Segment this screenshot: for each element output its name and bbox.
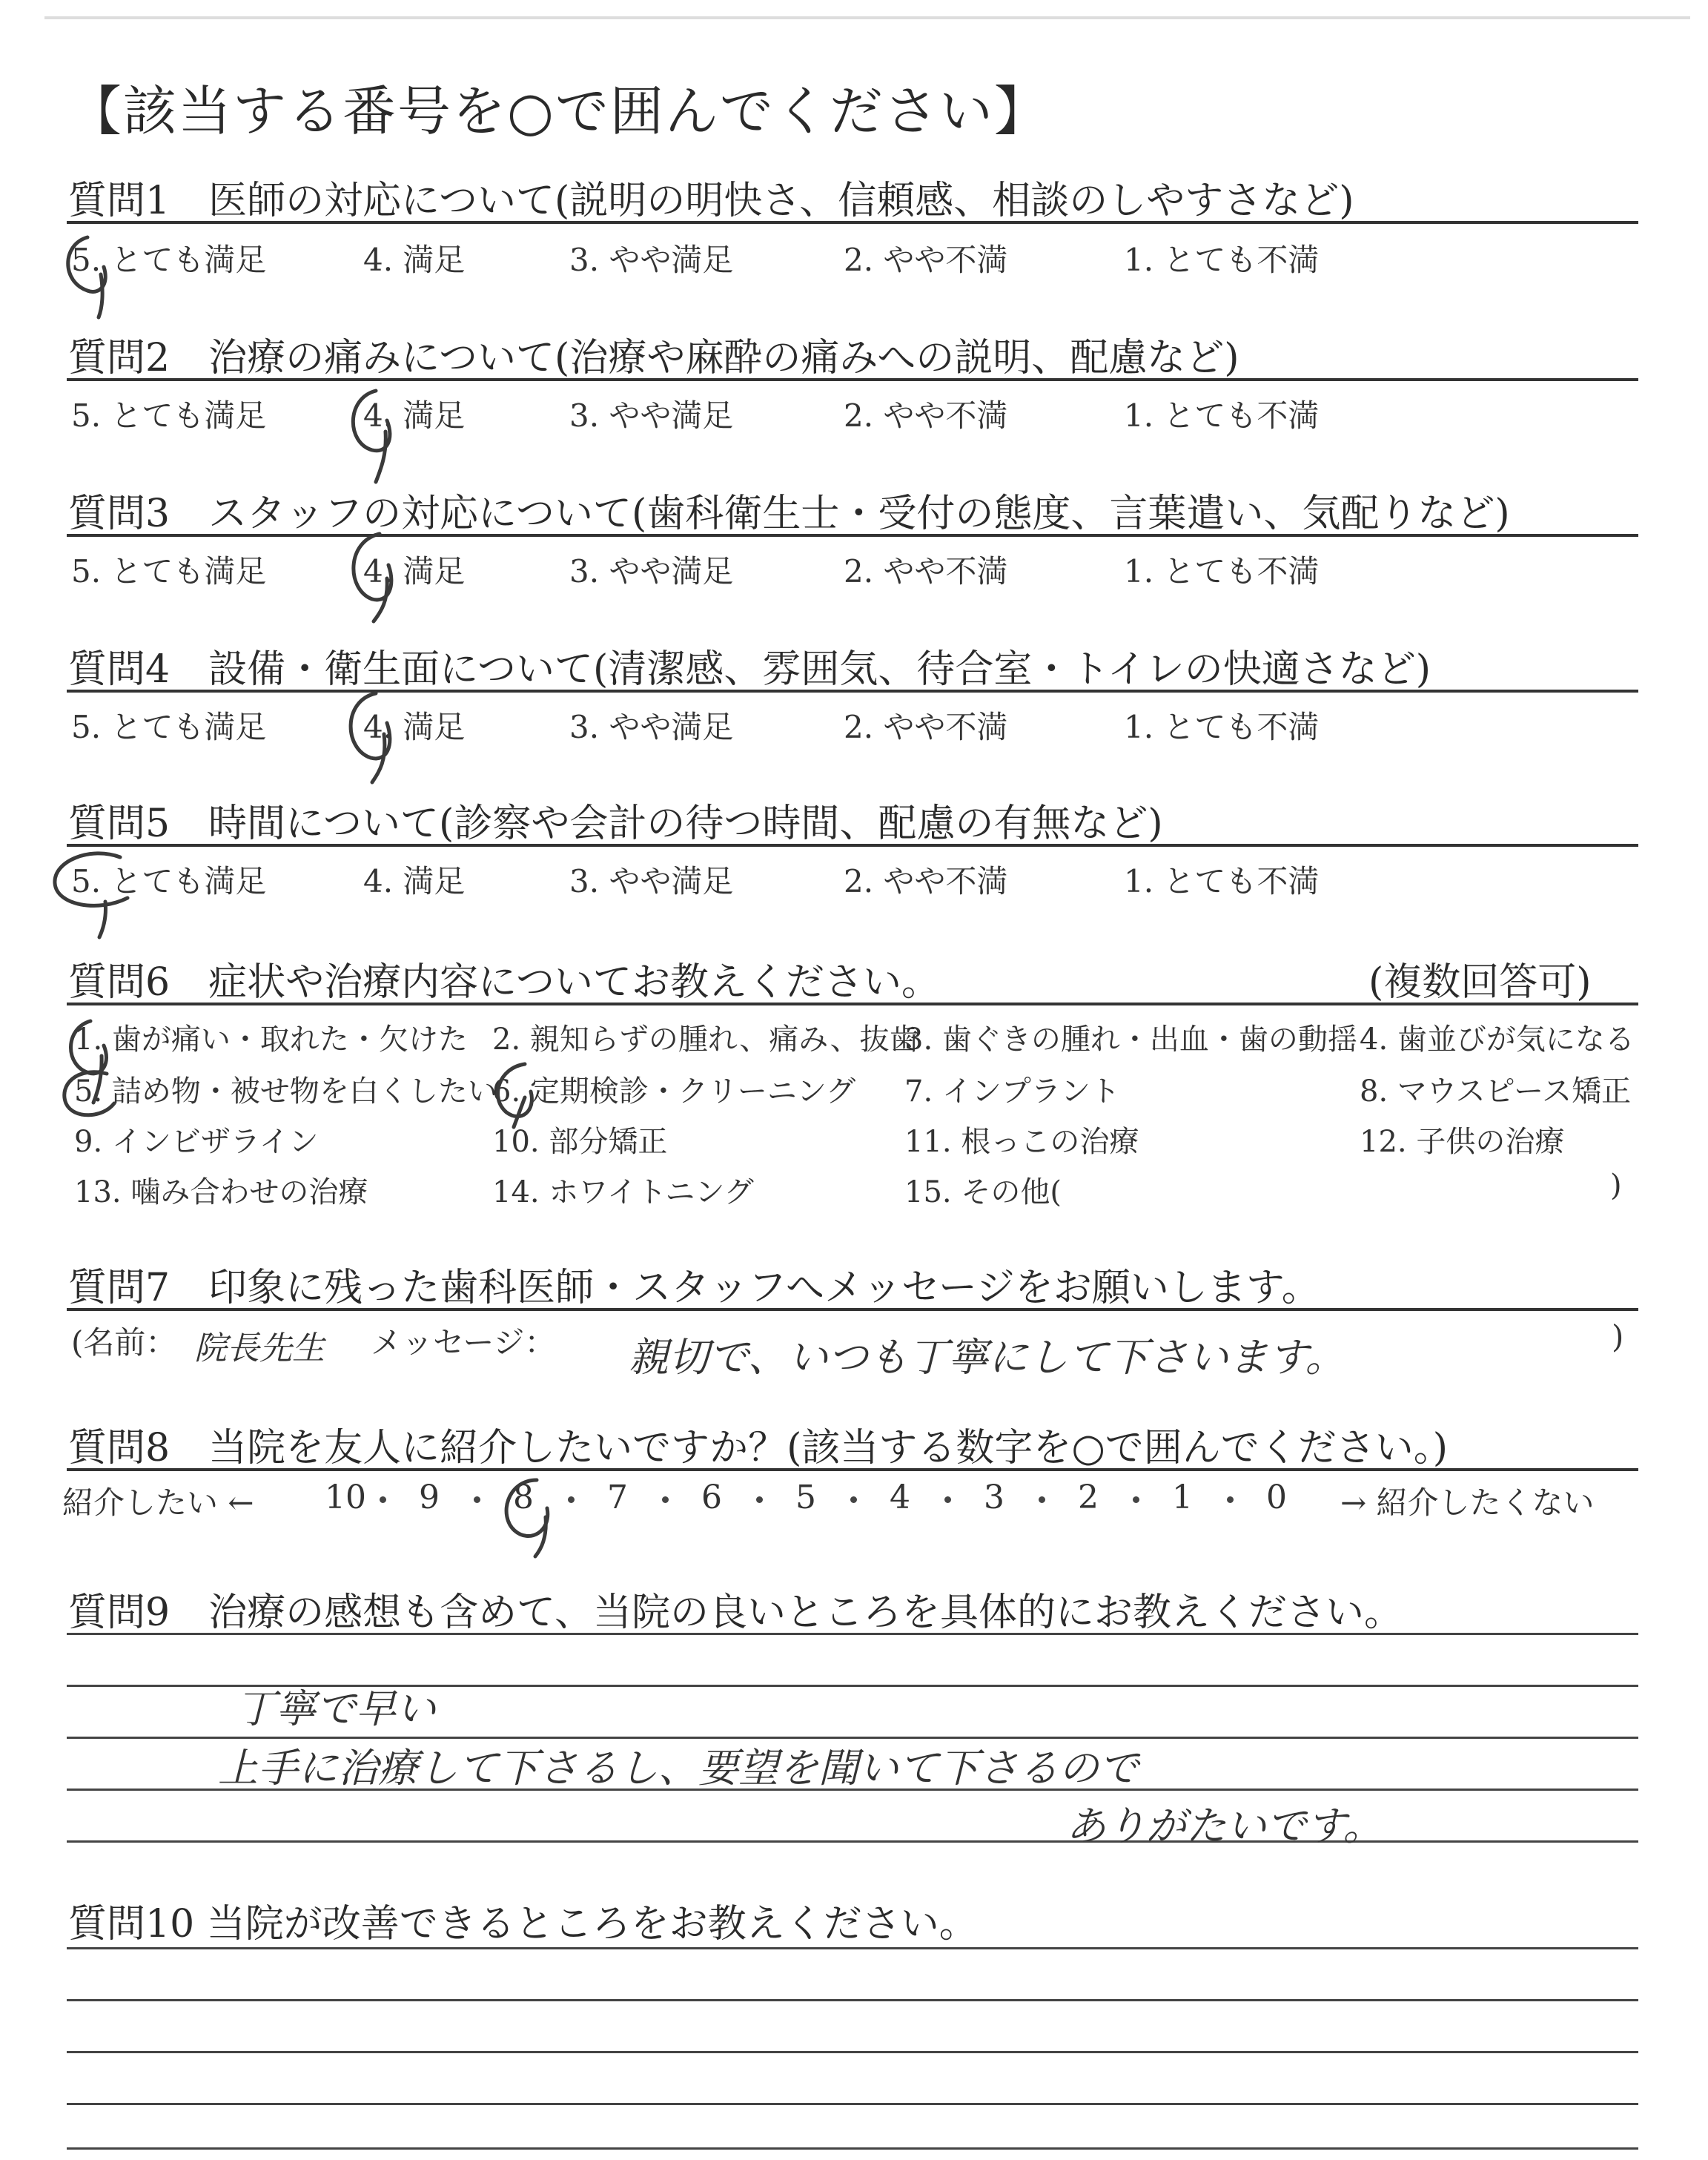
q6-option-11[interactable]: 11. 根っこの治療 — [904, 1125, 1139, 1159]
question-1-rule — [67, 221, 1638, 224]
question-5-rule — [67, 844, 1638, 847]
q7-message-label: メッセージ： — [371, 1324, 556, 1361]
question-3-rule — [67, 534, 1638, 537]
q5-option-4[interactable]: 4. 満足 — [363, 863, 466, 899]
q8-selection-circle — [492, 1471, 581, 1560]
q8-right-label: → 紹介したくない — [1340, 1484, 1595, 1521]
question-4-title: 質問4 設備・衛生面について(清潔感、雰囲気、待合室・トイレの快適さなど) — [68, 647, 1431, 692]
q6-option-12[interactable]: 12. 子供の治療 — [1360, 1125, 1565, 1159]
q8-scale-value[interactable]: 9 — [419, 1479, 440, 1516]
question-2-title: 質問2 治療の痛みについて(治療や麻酔の痛みへの説明、配慮など) — [68, 336, 1239, 380]
q3-option-4[interactable]: 4. 満足 — [363, 553, 466, 589]
q2-selection-circle — [335, 380, 417, 483]
q4-option-4[interactable]: 4. 満足 — [363, 709, 466, 745]
q10-line-3 — [67, 2051, 1638, 2053]
q6-option-15[interactable]: 15. その他( — [904, 1175, 1062, 1209]
q6-selection-circle-5 — [55, 1059, 136, 1140]
question-4-rule — [67, 690, 1638, 693]
page-top-edge — [44, 16, 1690, 19]
q8-scale-separator — [944, 1496, 951, 1503]
q8-scale-separator — [474, 1496, 480, 1503]
question-9-title: 質問9 治療の感想も含めて、当院の良いところを具体的にお教えください。 — [68, 1591, 1403, 1635]
q8-scale-value[interactable]: 5 — [795, 1479, 816, 1516]
q8-scale-value[interactable]: 3 — [984, 1479, 1004, 1516]
question-8-title: 質問8 当院を友人に紹介したいですか？(該当する数字を○で囲んでください。) — [68, 1426, 1449, 1470]
question-7-title: 質問7 印象に残った歯科医師・スタッフへメッセージをお願いします。 — [68, 1266, 1320, 1310]
q8-scale-value[interactable]: 0 — [1266, 1479, 1287, 1516]
q2-option-1[interactable]: 1. とても不満 — [1124, 397, 1320, 434]
q7-message-value[interactable]: 親切で、いつも丁寧にして下さいます。 — [629, 1334, 1345, 1381]
q2-option-5[interactable]: 5. とても満足 — [71, 397, 267, 434]
q6-option-8[interactable]: 8. マウスピース矯正 — [1360, 1074, 1632, 1109]
q8-scale-value[interactable]: 8 — [513, 1479, 534, 1516]
q3-option-2[interactable]: 2. やや不満 — [844, 553, 1008, 589]
q7-name-label: (名前： — [71, 1324, 177, 1361]
q8-scale-separator — [850, 1496, 857, 1503]
question-2-rule — [67, 378, 1638, 381]
q4-option-1[interactable]: 1. とても不満 — [1124, 709, 1320, 745]
q1-option-5[interactable]: 5. とても満足 — [71, 242, 267, 278]
question-3-title: 質問3 スタッフの対応について(歯科衛生士・受付の態度、言葉遣い、気配りなど) — [68, 492, 1510, 536]
q5-selection-circle — [46, 842, 150, 939]
q5-option-3[interactable]: 3. やや満足 — [569, 863, 734, 899]
q6-option-14[interactable]: 14. ホワイトニング — [492, 1175, 754, 1209]
q5-option-2[interactable]: 2. やや不満 — [844, 863, 1008, 899]
question-6-title: 質問6 症状や治療内容についてお教えください。 — [68, 960, 941, 1005]
question-8-rule — [67, 1468, 1638, 1471]
q6-option-5[interactable]: 5. 詰め物・被せ物を白くしたい — [74, 1074, 497, 1109]
q6-option-9[interactable]: 9. インビザライン — [74, 1125, 319, 1159]
q2-option-3[interactable]: 3. やや満足 — [569, 397, 734, 434]
q2-option-2[interactable]: 2. やや不満 — [844, 397, 1008, 434]
q1-option-1[interactable]: 1. とても不満 — [1124, 242, 1320, 278]
q4-option-5[interactable]: 5. とても満足 — [71, 709, 267, 745]
q3-option-3[interactable]: 3. やや満足 — [569, 553, 734, 589]
q3-option-1[interactable]: 1. とても不満 — [1124, 553, 1320, 589]
q6-option-10[interactable]: 10. 部分矯正 — [492, 1125, 668, 1159]
q6-option-4[interactable]: 4. 歯並びが気になる — [1360, 1023, 1635, 1057]
q8-scale-separator — [756, 1496, 763, 1503]
q8-scale-separator — [380, 1496, 386, 1503]
question-6-note: (複数回答可) — [1368, 960, 1592, 1005]
q1-option-4[interactable]: 4. 満足 — [363, 242, 466, 278]
question-5-title: 質問5 時間について(診察や会計の待つ時間、配慮の有無など) — [68, 802, 1163, 846]
q5-option-1[interactable]: 1. とても不満 — [1124, 863, 1320, 899]
q8-scale-value[interactable]: 4 — [890, 1479, 910, 1516]
q10-line-4 — [67, 2103, 1638, 2105]
q6-option-15-close: ) — [1610, 1169, 1622, 1203]
q9-answer-line-2[interactable]: 上手に治療して下さるし、要望を聞いて下さるので — [218, 1745, 1139, 1791]
q6-option-3[interactable]: 3. 歯ぐきの腫れ・出血・歯の動揺 — [904, 1023, 1357, 1057]
q6-option-7[interactable]: 7. インプラント — [904, 1074, 1120, 1109]
q5-option-5[interactable]: 5. とても満足 — [71, 863, 267, 899]
q8-left-label: 紹介したい ← — [62, 1484, 254, 1521]
q10-line-5 — [67, 2147, 1638, 2150]
question-10-title: 質問10 当院が改善できるところをお教えください。 — [68, 1902, 978, 1946]
q10-line-1 — [67, 1947, 1638, 1949]
q7-name-value[interactable]: 院長先生 — [194, 1330, 325, 1367]
q1-option-3[interactable]: 3. やや満足 — [569, 242, 734, 278]
q3-selection-circle — [335, 519, 417, 623]
q6-selection-circle-6 — [480, 1053, 562, 1142]
question-1-title: 質問1 医師の対応について(説明の明快さ、信頼感、相談のしやすさなど) — [68, 179, 1354, 223]
q4-selection-circle — [335, 675, 417, 786]
q6-option-1[interactable]: 1. 歯が痛い・取れた・欠けた — [74, 1023, 468, 1057]
q3-option-5[interactable]: 5. とても満足 — [71, 553, 267, 589]
q8-scale-value[interactable]: 2 — [1078, 1479, 1099, 1516]
q8-scale-separator — [1227, 1496, 1234, 1503]
q4-option-3[interactable]: 3. やや満足 — [569, 709, 734, 745]
q8-scale-value[interactable]: 7 — [607, 1479, 628, 1516]
q9-answer-line-1[interactable]: 丁寧で早い — [236, 1685, 436, 1732]
q9-line-5 — [67, 1840, 1638, 1843]
q8-scale-separator — [662, 1496, 669, 1503]
q10-line-2 — [67, 1999, 1638, 2001]
q8-scale-separator — [1039, 1496, 1045, 1503]
form-header: 【該当する番号を○で囲んでください】 — [68, 80, 1049, 142]
q9-answer-line-3[interactable]: ありがたいです。 — [1066, 1803, 1383, 1849]
q6-option-13[interactable]: 13. 噛み合わせの治療 — [74, 1175, 368, 1209]
q6-option-6[interactable]: 6. 定期検診・クリーニング — [492, 1074, 856, 1109]
question-7-rule — [67, 1308, 1638, 1311]
q8-scale-value[interactable]: 6 — [701, 1479, 722, 1516]
q9-line-1 — [67, 1633, 1638, 1635]
q2-option-4[interactable]: 4. 満足 — [363, 397, 466, 434]
q8-scale-value[interactable]: 1 — [1172, 1479, 1193, 1516]
q7-close-paren: ) — [1612, 1318, 1624, 1355]
q6-option-2[interactable]: 2. 親知らずの腫れ、痛み、抜歯 — [492, 1023, 919, 1057]
question-6-rule — [67, 1003, 1638, 1005]
q8-scale-separator — [1133, 1496, 1139, 1503]
q1-option-2[interactable]: 2. やや不満 — [844, 242, 1008, 278]
q1-selection-circle — [58, 222, 139, 319]
q4-option-2[interactable]: 2. やや不満 — [844, 709, 1008, 745]
q8-scale-value[interactable]: 10 — [325, 1479, 366, 1516]
